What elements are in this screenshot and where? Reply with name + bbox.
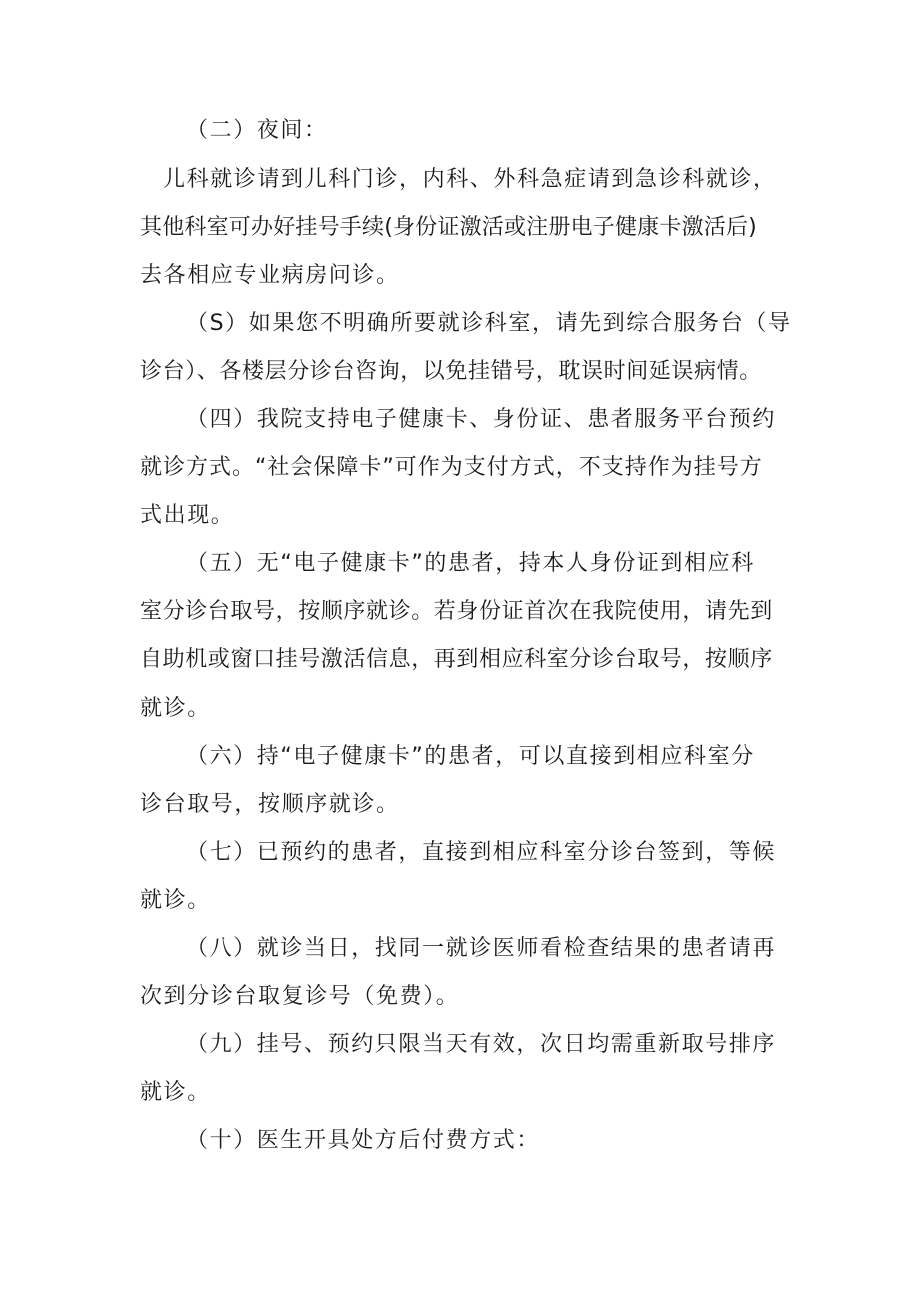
paragraph-line: 其他科室可办好挂号手续(身份证激活或注册电子健康卡激活后) xyxy=(140,215,757,240)
paragraph-line: （八）就诊当日，找同一就诊医师看检查结果的患者请再 xyxy=(186,936,777,961)
section-heading-payment: （十）医生开具处方后付费方式： xyxy=(186,1128,541,1153)
paragraph-line: 次到分诊台取复诊号（免费）。 xyxy=(140,984,460,1009)
paragraph-line: 诊台）、各楼层分诊台咨询，以免挂错号，耽误时间延误病情。 xyxy=(140,359,762,384)
paragraph-line: 去各相应专业病房问诊。 xyxy=(140,263,400,288)
section-heading-night: （二）夜间： xyxy=(186,118,328,143)
paragraph-line: （S）如果您不明确所要就诊科室，请先到综合服务台（导 xyxy=(186,311,792,336)
paragraph-line: 式出现。 xyxy=(140,503,235,528)
paragraph-line: 就诊。 xyxy=(140,888,211,913)
paragraph-line: 儿科就诊请到儿科门诊，内科、外科急症请到急诊科就诊， xyxy=(163,167,777,192)
paragraph-line: 诊台取号，按顺序就诊。 xyxy=(140,792,400,817)
paragraph-line: 室分诊台取号，按顺序就诊。若身份证首次在我院使用，请先到 xyxy=(140,599,773,624)
paragraph-line: （六）持“电子健康卡”的患者，可以直接到相应科室分 xyxy=(186,744,755,769)
paragraph-line: （七）已预约的患者，直接到相应科室分诊台签到，等候 xyxy=(186,840,777,865)
paragraph-line: 就诊方式。“社会保障卡”可作为支付方式，不支持作为挂号方 xyxy=(140,455,763,480)
paragraph-line: 就诊。 xyxy=(140,696,211,721)
paragraph-line: （四）我院支持电子健康卡、身份证、患者服务平台预约 xyxy=(186,407,777,432)
paragraph-line: 就诊。 xyxy=(140,1080,211,1105)
paragraph-line: （九）挂号、预约只限当天有效，次日均需重新取号排序 xyxy=(186,1032,777,1057)
paragraph-line: 自助机或窗口挂号激活信息，再到相应科室分诊台取号，按顺序 xyxy=(140,647,773,672)
paragraph-line: （五）无“电子健康卡”的患者，持本人身份证到相应科 xyxy=(186,551,755,576)
